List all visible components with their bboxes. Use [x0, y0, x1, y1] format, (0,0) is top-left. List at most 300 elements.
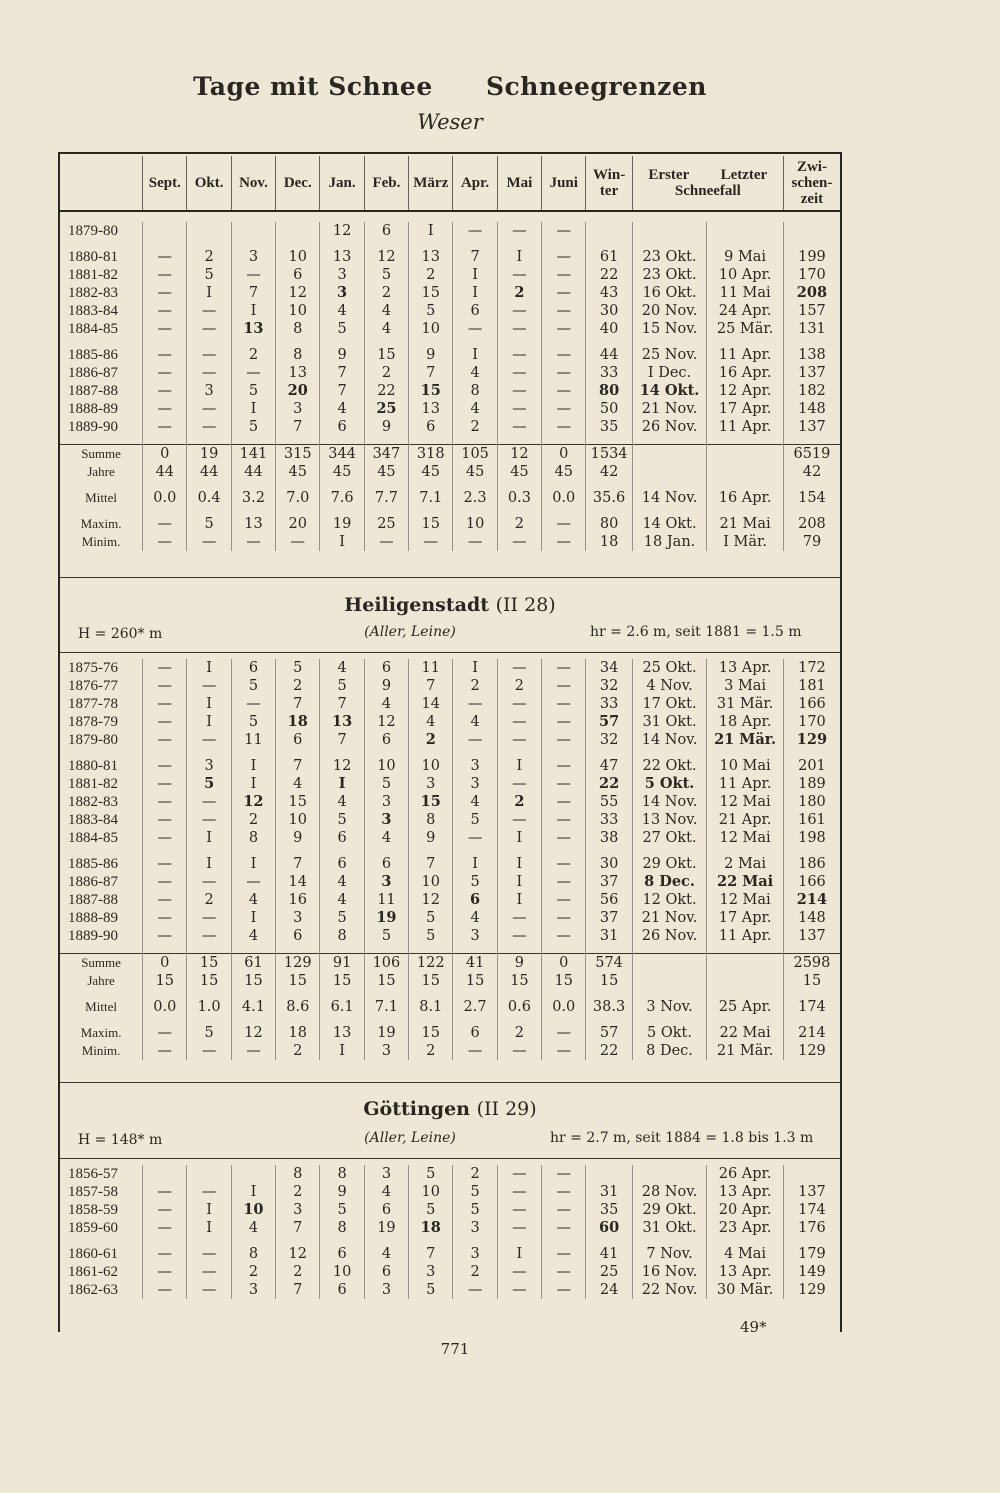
- table-cell: 4: [320, 400, 364, 418]
- table-cell: 9: [409, 346, 453, 364]
- table-cell: 7: [409, 677, 453, 695]
- table-cell: 15: [276, 793, 320, 811]
- table-cell: 4: [453, 364, 497, 382]
- summary-cell: [707, 463, 784, 481]
- table-cell: —: [497, 302, 541, 320]
- table-cell: —: [187, 927, 231, 945]
- summary-cell: 15: [143, 972, 187, 990]
- summary-cell: 3: [364, 1042, 408, 1060]
- summary-cell: —: [542, 515, 586, 533]
- table-cell: —: [542, 222, 586, 240]
- header-nov: Nov.: [231, 156, 275, 211]
- summary-cell: Minim.: [81, 534, 121, 549]
- table-cell: 11 Apr.: [707, 927, 784, 945]
- table-row: [60, 382, 840, 400]
- summary-cell: —: [453, 533, 497, 551]
- table-cell: [586, 222, 632, 240]
- table-cell: 198: [783, 829, 840, 847]
- table-cell: 11: [364, 891, 408, 909]
- table-cell: —: [143, 1245, 187, 1263]
- table-cell: 12 Mai: [707, 793, 784, 811]
- table-cell: I: [497, 248, 541, 266]
- table-cell: 5: [409, 1165, 453, 1183]
- table-cell: I: [187, 659, 231, 677]
- table-cell: —: [497, 418, 541, 436]
- table-cell: 11 Apr.: [707, 346, 784, 364]
- table-cell: 4: [320, 659, 364, 677]
- table-row: [60, 1219, 840, 1237]
- table-cell: 1888-89: [68, 401, 118, 417]
- table-cell: 60: [586, 1219, 632, 1237]
- table-cell: 4: [364, 1245, 408, 1263]
- row-gap: [60, 436, 840, 445]
- table-cell: 7: [231, 284, 275, 302]
- summary-cell: —: [497, 1042, 541, 1060]
- table-cell: 25: [364, 400, 408, 418]
- summary-cell: 6519: [783, 445, 840, 464]
- table-cell: 17 Apr.: [707, 400, 784, 418]
- summary-cell: I: [320, 533, 364, 551]
- table-cell: 32: [586, 731, 632, 749]
- row-gap: [60, 1016, 840, 1024]
- table-row: [60, 302, 840, 320]
- table-cell: —: [143, 873, 187, 891]
- table-cell: 1879-80: [68, 732, 118, 748]
- table-cell: —: [542, 400, 586, 418]
- table-cell: 30 Mär.: [707, 1281, 784, 1299]
- table-cell: —: [143, 1201, 187, 1219]
- table-cell: 2: [409, 266, 453, 284]
- table-cell: 2: [453, 1165, 497, 1183]
- summary-cell: Maxim.: [80, 1025, 122, 1040]
- table-cell: 13: [320, 713, 364, 731]
- region-title: Weser: [417, 110, 483, 134]
- table-cell: 4: [320, 302, 364, 320]
- table-cell: 9: [409, 829, 453, 847]
- table-cell: —: [453, 1281, 497, 1299]
- summary-cell: 42: [783, 463, 840, 481]
- table-row: [60, 757, 840, 775]
- table-cell: —: [497, 382, 541, 400]
- table-row: [60, 418, 840, 436]
- table-cell: 2: [364, 364, 408, 382]
- table-cell: 3: [276, 1201, 320, 1219]
- table-cell: 14 Nov.: [632, 731, 707, 749]
- summary-cell: 45: [409, 463, 453, 481]
- station-height: H = 148* m: [78, 1132, 163, 1148]
- table-cell: 20: [276, 382, 320, 400]
- table-cell: 10 Mai: [707, 757, 784, 775]
- summary-cell: 122: [409, 954, 453, 973]
- table-cell: —: [187, 364, 231, 382]
- title-left: Tage mit Schnee: [193, 72, 433, 101]
- table-cell: 8: [320, 927, 364, 945]
- summary-cell: 15: [320, 972, 364, 990]
- summary-row: [60, 489, 840, 507]
- table-cell: —: [187, 1183, 231, 1201]
- table-cell: 5: [187, 775, 231, 793]
- summary-cell: —: [542, 1042, 586, 1060]
- table-cell: 3: [231, 248, 275, 266]
- station-height: H = 260* m: [78, 626, 163, 642]
- table-cell: —: [542, 364, 586, 382]
- summary-cell: 0.3: [497, 489, 541, 507]
- table-cell: 35: [586, 418, 632, 436]
- table-cell: 5: [453, 873, 497, 891]
- summary-cell: Maxim.: [80, 516, 122, 531]
- table-cell: —: [542, 1183, 586, 1201]
- table-cell: 2: [276, 1183, 320, 1201]
- table-cell: 31: [586, 927, 632, 945]
- table-cell: 3: [364, 1281, 408, 1299]
- table-cell: 1879-80: [68, 223, 118, 239]
- table-cell: 10: [320, 1263, 364, 1281]
- table-cell: 3: [276, 400, 320, 418]
- table-cell: 7: [276, 1281, 320, 1299]
- summary-cell: 214: [783, 1024, 840, 1042]
- table-cell: I: [187, 855, 231, 873]
- summary-cell: 174: [783, 998, 840, 1016]
- table-cell: 26 Apr.: [707, 1165, 784, 1183]
- table-cell: I: [497, 873, 541, 891]
- table-row: [60, 695, 840, 713]
- header-schneefall-label: Schneefall: [674, 183, 741, 199]
- table-cell: 3: [364, 873, 408, 891]
- table-cell: 14 Okt.: [632, 382, 707, 400]
- summary-cell: 0.0: [143, 489, 187, 507]
- table-row: [60, 364, 840, 382]
- table-cell: —: [497, 222, 541, 240]
- table-cell: —: [542, 1281, 586, 1299]
- table-cell: I: [320, 775, 364, 793]
- table-cell: 1862-63: [68, 1282, 118, 1298]
- summary-cell: 8.6: [276, 998, 320, 1016]
- table-cell: 2: [497, 793, 541, 811]
- header-dec: Dec.: [276, 156, 320, 211]
- table-cell: 4: [364, 829, 408, 847]
- table-cell: 15: [364, 346, 408, 364]
- table-cell: 131: [783, 320, 840, 338]
- summary-row: [60, 1024, 840, 1042]
- table-cell: 32: [586, 677, 632, 695]
- table-cell: —: [497, 1183, 541, 1201]
- table-cell: 5: [409, 927, 453, 945]
- table-cell: 18 Apr.: [707, 713, 784, 731]
- table-row: [60, 855, 840, 873]
- table-cell: —: [231, 695, 275, 713]
- table-cell: —: [497, 346, 541, 364]
- summary-row: [60, 998, 840, 1016]
- table-cell: 5: [409, 909, 453, 927]
- summary-cell: 8.1: [409, 998, 453, 1016]
- table-row: [60, 222, 840, 240]
- summary-cell: 25 Apr.: [707, 998, 784, 1016]
- table-cell: 8: [231, 829, 275, 847]
- table-row: [60, 793, 840, 811]
- summary-cell: 45: [542, 463, 586, 481]
- table-cell: —: [187, 400, 231, 418]
- station-goettingen: [60, 1094, 840, 1154]
- table-cell: 23 Okt.: [632, 266, 707, 284]
- table-cell: —: [542, 320, 586, 338]
- table-cell: —: [497, 909, 541, 927]
- summary-cell: 7.6: [320, 489, 364, 507]
- table-row: [60, 775, 840, 793]
- summary-cell: 1534: [586, 445, 632, 464]
- table-cell: —: [143, 346, 187, 364]
- table-cell: I: [453, 266, 497, 284]
- summary-cell: 15: [187, 954, 231, 973]
- summary-cell: 15: [409, 1024, 453, 1042]
- table-cell: —: [497, 1263, 541, 1281]
- table-cell: 1858-59: [68, 1202, 118, 1218]
- table-cell: 10: [276, 811, 320, 829]
- table-cell: —: [143, 677, 187, 695]
- table-cell: —: [542, 346, 586, 364]
- table-cell: 201: [783, 757, 840, 775]
- table-cell: 137: [783, 418, 840, 436]
- summary-cell: 315: [276, 445, 320, 464]
- table-cell: 138: [783, 346, 840, 364]
- header-sept: Sept.: [143, 156, 187, 211]
- table-cell: 3: [409, 775, 453, 793]
- table-cell: 182: [783, 382, 840, 400]
- table-cell: I: [497, 757, 541, 775]
- table-cell: —: [187, 677, 231, 695]
- summary-cell: Minim.: [81, 1043, 121, 1058]
- table-cell: —: [187, 1281, 231, 1299]
- table-cell: 3: [187, 382, 231, 400]
- table-cell: —: [497, 266, 541, 284]
- summary-row: [60, 1042, 840, 1060]
- summary-row: [60, 515, 840, 533]
- table-cell: 5: [320, 811, 364, 829]
- table-cell: [632, 222, 707, 240]
- summary-cell: 14 Okt.: [632, 515, 707, 533]
- table-cell: 1883-84: [68, 812, 118, 828]
- table-cell: 3: [453, 927, 497, 945]
- summary-cell: 61: [231, 954, 275, 973]
- table-cell: 33: [586, 364, 632, 382]
- table-cell: 7: [453, 248, 497, 266]
- table-cell: 6: [320, 1245, 364, 1263]
- summary-cell: 12: [497, 445, 541, 464]
- table-cell: 13: [231, 320, 275, 338]
- table-row: [60, 284, 840, 302]
- table-cell: —: [453, 731, 497, 749]
- table-cell: I: [187, 1201, 231, 1219]
- summary-cell: —: [187, 1042, 231, 1060]
- table-cell: 11: [409, 659, 453, 677]
- table-cell: 8: [453, 382, 497, 400]
- table-cell: 1888-89: [68, 910, 118, 926]
- summary-cell: 41: [453, 954, 497, 973]
- table-cell: 1876-77: [68, 678, 118, 694]
- table-cell: —: [542, 1245, 586, 1263]
- summary-cell: 21 Mai: [707, 515, 784, 533]
- table-cell: 1878-79: [68, 714, 118, 730]
- table-cell: 27 Okt.: [632, 829, 707, 847]
- table-cell: —: [143, 302, 187, 320]
- table-cell: 8 Dec.: [632, 873, 707, 891]
- table-cell: 5: [187, 266, 231, 284]
- table-cell: 38: [586, 829, 632, 847]
- table-cell: —: [497, 400, 541, 418]
- table-cell: 21 Nov.: [632, 909, 707, 927]
- summary-cell: 6.1: [320, 998, 364, 1016]
- table-cell: 10: [409, 1183, 453, 1201]
- table-cell: 20 Nov.: [632, 302, 707, 320]
- table-section-2: [60, 659, 840, 1060]
- summary-cell: 0: [542, 445, 586, 464]
- page-title: [0, 72, 900, 101]
- header-maerz: März: [409, 156, 453, 211]
- table-cell: 6: [276, 731, 320, 749]
- summary-cell: 129: [783, 1042, 840, 1060]
- summary-cell: 9: [497, 954, 541, 973]
- table-cell: 2: [276, 677, 320, 695]
- table-cell: 166: [783, 695, 840, 713]
- summary-cell: 45: [320, 463, 364, 481]
- table-cell: —: [497, 320, 541, 338]
- table-cell: 4: [364, 320, 408, 338]
- table-cell: 179: [783, 1245, 840, 1263]
- table-cell: 6: [364, 1263, 408, 1281]
- table-cell: 6: [320, 1281, 364, 1299]
- table-cell: 20 Apr.: [707, 1201, 784, 1219]
- table-cell: 2: [453, 1263, 497, 1281]
- table-cell: 9: [364, 677, 408, 695]
- table-cell: 25 Mär.: [707, 320, 784, 338]
- summary-cell: 35.6: [586, 489, 632, 507]
- table-cell: 137: [783, 927, 840, 945]
- table-cell: 6: [453, 891, 497, 909]
- table-cell: 16 Okt.: [632, 284, 707, 302]
- table-cell: [231, 1165, 275, 1183]
- table-cell: 1880-81: [68, 758, 118, 774]
- summary-cell: Mittel: [85, 490, 117, 505]
- summary-cell: 25: [364, 515, 408, 533]
- table-cell: 1887-88: [68, 892, 118, 908]
- table-cell: I: [453, 284, 497, 302]
- table-cell: 33: [586, 811, 632, 829]
- table-cell: 7: [409, 1245, 453, 1263]
- table-cell: I: [187, 1219, 231, 1237]
- table-cell: 5: [276, 659, 320, 677]
- table-cell: —: [143, 284, 187, 302]
- table-cell: 7: [276, 695, 320, 713]
- table-cell: —: [143, 713, 187, 731]
- table-cell: 2: [231, 811, 275, 829]
- summary-cell: —: [143, 1024, 187, 1042]
- table-cell: 157: [783, 302, 840, 320]
- table-cell: —: [143, 659, 187, 677]
- table-cell: I: [187, 713, 231, 731]
- table-cell: 8: [409, 811, 453, 829]
- table-cell: —: [497, 695, 541, 713]
- table-cell: 12: [409, 891, 453, 909]
- table-row: [60, 731, 840, 749]
- table-cell: 12: [364, 713, 408, 731]
- table-cell: 4: [320, 891, 364, 909]
- summary-cell: —: [364, 533, 408, 551]
- row-gap: [60, 749, 840, 757]
- table-cell: 10: [276, 248, 320, 266]
- table-row: [60, 873, 840, 891]
- table-cell: 1889-90: [68, 419, 118, 435]
- summary-cell: 42: [586, 463, 632, 481]
- table-cell: —: [542, 713, 586, 731]
- table-cell: 23 Apr.: [707, 1219, 784, 1237]
- table-cell: I: [231, 775, 275, 793]
- table-cell: 2: [364, 284, 408, 302]
- table-cell: 180: [783, 793, 840, 811]
- table-cell: 13: [409, 400, 453, 418]
- table-cell: —: [497, 1165, 541, 1183]
- table-cell: 10: [364, 757, 408, 775]
- summary-cell: 18: [276, 1024, 320, 1042]
- table-cell: —: [187, 1263, 231, 1281]
- table-cell: 8: [231, 1245, 275, 1263]
- summary-cell: 13: [320, 1024, 364, 1042]
- row-gap: [60, 338, 840, 346]
- table-cell: 4: [276, 775, 320, 793]
- table-cell: —: [542, 266, 586, 284]
- table-cell: —: [497, 364, 541, 382]
- summary-cell: —: [143, 515, 187, 533]
- table-cell: 5: [231, 677, 275, 695]
- table-cell: 170: [783, 266, 840, 284]
- summary-cell: —: [497, 533, 541, 551]
- table-cell: 166: [783, 873, 840, 891]
- table-cell: 31: [586, 1183, 632, 1201]
- table-cell: —: [143, 829, 187, 847]
- summary-cell: —: [231, 1042, 275, 1060]
- table-cell: —: [187, 793, 231, 811]
- summary-cell: 15: [187, 972, 231, 990]
- table-cell: —: [143, 382, 187, 400]
- table-cell: 181: [783, 677, 840, 695]
- table-cell: —: [497, 1219, 541, 1237]
- table-cell: —: [453, 320, 497, 338]
- header-juni: Juni: [542, 156, 586, 211]
- summary-cell: 15: [586, 972, 632, 990]
- summary-cell: 0.6: [497, 998, 541, 1016]
- summary-cell: 7.1: [364, 998, 408, 1016]
- table-cell: 6: [231, 659, 275, 677]
- table-cell: 6: [364, 1201, 408, 1219]
- row-gap: [60, 240, 840, 248]
- table-cell: —: [542, 382, 586, 400]
- summary-cell: 44: [143, 463, 187, 481]
- table-cell: 2: [187, 248, 231, 266]
- table-row: [60, 1165, 840, 1183]
- table-cell: 15: [409, 793, 453, 811]
- table-cell: 137: [783, 1183, 840, 1201]
- table-cell: I: [231, 400, 275, 418]
- table-cell: 22 Mai: [707, 873, 784, 891]
- table-cell: 214: [783, 891, 840, 909]
- table-cell: [143, 222, 187, 240]
- summary-cell: 18: [586, 533, 632, 551]
- table-cell: 15: [409, 382, 453, 400]
- table-cell: 6: [364, 731, 408, 749]
- table-cell: 5: [364, 266, 408, 284]
- table-cell: 13 Nov.: [632, 811, 707, 829]
- table-cell: 12: [364, 248, 408, 266]
- table-cell: 16 Nov.: [632, 1263, 707, 1281]
- table-cell: [187, 222, 231, 240]
